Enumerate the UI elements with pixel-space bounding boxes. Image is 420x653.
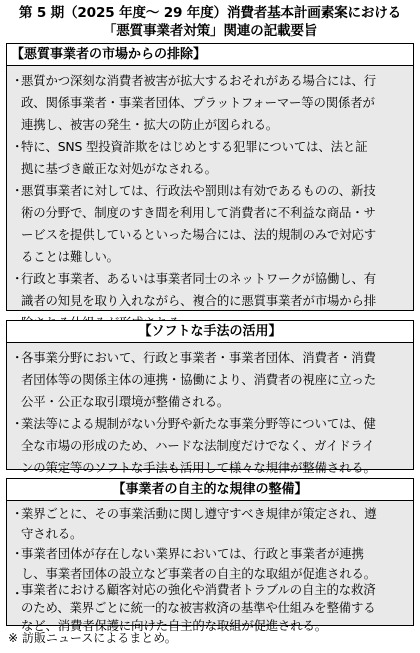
item-text-line: 全な市場の形成のため、ハードな法制度だけでなく、ガイドライ [21, 438, 375, 453]
item-text-line: 業界ごとに、その事業活動に関し遵守すべき規律が策定され、遵 [21, 506, 377, 521]
item-text-line: 業法等による規制がない分野や新たな事業分野等については、健 [21, 416, 376, 431]
item-text-line: 識者の知見を取り入れながら、複合的に悪質事業者が市場から排 [21, 293, 376, 308]
item-text-line: 連携し、被害の発生・拡大の防止が図られる。 [21, 117, 279, 132]
item-text-line: ンの策定等のソフトな手法も活用して様々な規律が整備される。 [21, 460, 376, 475]
item-text-line: 術の分野で、制度のすき間を利用して消費者に不利益な商品・サ [21, 205, 376, 220]
section-heading: 【ソフトな手法の活用】 [6, 320, 414, 343]
section-heading: 【事業者の自主的な規律の整備】 [6, 478, 414, 501]
bullet-mark: ・ [11, 506, 24, 521]
item-text-line: 各事業分野において、行政と事業者・事業者団体、消費者・消費 [21, 350, 376, 365]
item-text-line: 守される。 [21, 526, 83, 541]
document-title-line-1: 第 5 期（2025 年度～ 29 年度）消費者基本計画素案における [18, 5, 402, 21]
bullet-mark: ・ [11, 183, 24, 198]
item-text-line: 拠に基づき厳正な対処がなされる。 [21, 161, 217, 176]
section-body [6, 342, 414, 475]
item-text-line: ービスを提供しているといった場合には、法的規制のみで対応す [21, 227, 376, 242]
item-text-line: 事業者における顧客対応の強化や消費者トラブルの自主的な救済 [21, 582, 376, 597]
section-body [6, 65, 414, 311]
document-title-line-2: 「悪質事業者対策」関連の記載要旨 [102, 23, 318, 39]
item-text-line: 公平・公正な取引環境が整備される。 [21, 394, 230, 409]
section-malicious-operators [6, 43, 414, 311]
section-heading: 【悪質事業者の市場からの排除】 [6, 43, 414, 66]
item-text-line: 行政と事業者、あるいは事業者同士のネットワークが協働し、有 [21, 271, 376, 286]
bullet-mark: ・ [11, 546, 24, 561]
item-text-line: 悪質事業者に対しては、行政法や罰則は有効であるものの、新技 [21, 183, 376, 198]
source-footnote: ※ 訪販ニュースによるまとめ。 [8, 631, 177, 645]
bullet-mark: ・ [11, 139, 24, 154]
item-text-line: 悪質かつ深刻な消費者被害が拡大するおそれがある場合には、行 [21, 73, 376, 88]
item-text-line: ることは難しい。 [21, 249, 119, 264]
bullet-mark: ・ [11, 350, 24, 365]
bullet-mark: ・ [11, 271, 24, 286]
item-text-line: 者団体等の関係主体の連携・協働により、消費者の視座に立った [21, 372, 376, 387]
bullet-mark: ・ [11, 416, 24, 431]
item-text-line: 政、関係事業者・事業者団体、プラットフォーマー等の関係者が [21, 95, 375, 110]
item-text-line: など、消費者保護に向けた自主的な取組が促進される。 [21, 618, 328, 633]
item-text-line: のため、業界ごとに統一的な被害救済の基準や仕組みを整備する [21, 600, 376, 615]
section-body [6, 500, 414, 633]
bullet-mark: ・ [11, 73, 24, 88]
bullet-mark: ・ [11, 586, 24, 601]
item-text-line: 特に、SNS 型投資詐欺をはじめとする犯罪については、法と証 [21, 139, 368, 154]
item-text-line: 事業者団体が存在しない業界においては、行政と事業者が連携 [21, 546, 364, 561]
item-text-line: し、事業者団体の設立など事業者の自主的な取組が促進される。 [21, 566, 376, 581]
section-soft-approaches [6, 320, 414, 475]
section-self-regulation [6, 478, 414, 633]
